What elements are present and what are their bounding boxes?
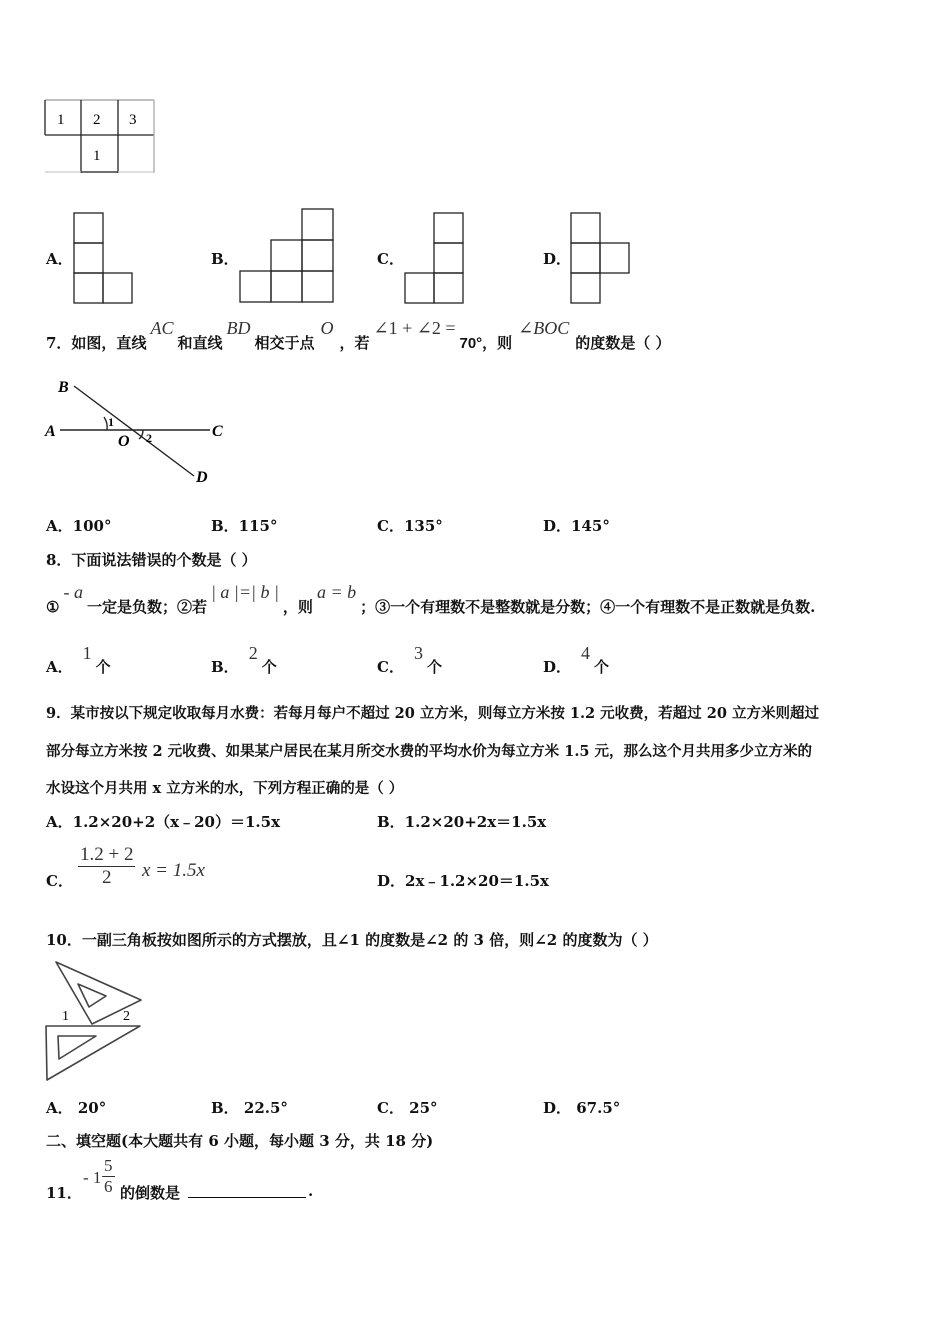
q7-option-d: D．145° [543,517,610,535]
q7-angle-boc: ∠BOC [518,318,570,338]
q8-option-d [543,643,610,676]
q6-option-b-figure [237,206,337,306]
q7-text-4: ，若 [339,334,370,352]
q11-denominator: 6 [104,1177,113,1196]
q8-option-a [46,643,111,676]
q8-option-c-label: C． [377,658,404,676]
q9-option-c-denominator: 2 [101,867,112,888]
q6-option-a-figure [73,210,135,306]
q10-option-d: D． 67.5° [543,1099,621,1117]
q8-option-b-label: B． [211,658,239,676]
q8-option-b [211,643,277,676]
q7-text-1: 7．如图，直线 [46,334,147,352]
q7-label-2: 2 [146,431,152,445]
q9-option-c-rest: x = 1.5x [142,860,205,881]
q8-option-d-num: 4 [581,643,591,663]
view-cell-2: 2 [93,112,101,128]
q7-line-ac: AC [150,318,174,338]
q11-fraction [102,1156,115,1197]
q10-label-2: 2 [123,1009,130,1024]
q8-option-b-unit: 个 [261,658,277,676]
q9-option-b: B．1.2×20+2x＝1.5x [377,813,547,831]
q9-option-c-numerator: 1.2 + 2 [80,844,134,865]
q7-line-bd: BD [226,318,251,338]
q10-option-c: C． 25° [377,1099,438,1117]
q7-option-c: C．135° [377,517,443,535]
q8-option-c-unit: 个 [426,658,442,676]
q9-line-1: 9．某市按以下规定收取每月水费：若每月每户不超过 20 立方米，则每立方米按 1.2 元收费，若超过 20 立方米则超过 [46,705,819,722]
q6-option-c-label: C． [377,250,404,268]
q7-option-b: B．115° [211,517,278,535]
q11-numerator: 5 [104,1156,113,1175]
q7-figure [42,376,232,488]
q6-option-b-label: B． [211,250,239,268]
q6-option-a-label: A． [46,250,73,268]
q7-label-a: A [45,423,56,440]
q6-view-figure [44,98,159,176]
q10-option-b: B． 22.5° [211,1099,288,1117]
q6-option-d-label: D． [543,250,572,268]
q6-option-c-figure [404,210,466,306]
q11-end: . [308,1182,314,1200]
q7-text-3: 相交于点 [254,334,315,352]
q8-neg-a: - a [63,582,83,602]
q8-a-eq-b: a = b [316,582,357,602]
q7-label-c: C [212,423,223,440]
q8-s1: ① [46,598,60,616]
q8-abs-eq: | a |=| b | [210,582,279,602]
q8-option-b-num: 2 [248,643,258,663]
view-cell-4: 1 [93,148,101,164]
q10-figure [40,956,148,1084]
q8-option-a-num: 1 [82,643,92,663]
view-cell-1: 1 [57,112,65,128]
q7-option-a: A．100° [46,517,112,535]
view-cell-3: 3 [129,112,137,128]
q8-option-d-label: D． [543,658,572,676]
q7-text-5: 70°，则 [459,335,513,352]
q11-label: 11． [46,1184,82,1202]
q8-s2: 一定是负数；②若 [86,598,207,616]
q7-label-b: B [58,379,69,396]
q11-question [46,1156,446,1202]
q7-text-6: 的度数是（ ） [575,334,671,352]
q8-option-d-unit: 个 [594,658,610,676]
q7-label-d: D [196,469,208,486]
q9-line-3: 水设这个月共用 x 立方米的水，下列方程正确的是（ ） [46,780,404,797]
q9-option-a: A．1.2×20+2（x﹣20）＝1.5x [46,813,281,831]
q7-label-o: O [118,433,130,450]
q11-text: 的倒数是 [120,1184,181,1202]
q10-option-a: A． 20° [46,1099,107,1117]
q8-statement [46,582,815,622]
q7-label-1: 1 [108,415,114,429]
q7-question [46,318,671,358]
q7-condition: ∠1 + ∠2 = [373,318,456,338]
q7-point-o: O [320,318,334,338]
q6-option-d-figure [570,210,632,306]
q10-label-1: 1 [62,1009,69,1024]
q8-option-a-label: A． [46,658,73,676]
q8-option-a-unit: 个 [95,658,111,676]
q9-option-d: D．2x﹣1.2×20＝1.5x [377,872,549,890]
q8-s3: ，则 [282,598,313,616]
section-2-title: 二、填空题(本大题共有 6 小题，每小题 3 分，共 18 分) [46,1132,434,1150]
q11-answer-blank[interactable] [188,1181,306,1198]
q8-option-c [377,643,442,676]
q9-line-2: 部分每立方米按 2 元收费、如果某户居民在某月所交水费的平均水价为每立方米 1.5 元，那么这个月共用多少立方米的 [46,743,813,760]
q11-whole: - 1 [83,1168,102,1187]
q7-text-2: 和直线 [177,334,223,352]
q8-s4: ；③一个有理数不是整数就是分数；④一个有理数不是正数就是负数. [360,598,816,616]
q10-title: 10．一副三角板按如图所示的方式摆放，且∠1 的度数是∠2 的 3 倍，则∠2 的度数为（ ） [46,931,658,949]
q9-option-c-label: C． [46,872,73,890]
q8-option-c-num: 3 [413,643,423,663]
q8-title: 8．下面说法错误的个数是（ ） [46,551,257,569]
q9-option-c-fraction [78,844,135,889]
